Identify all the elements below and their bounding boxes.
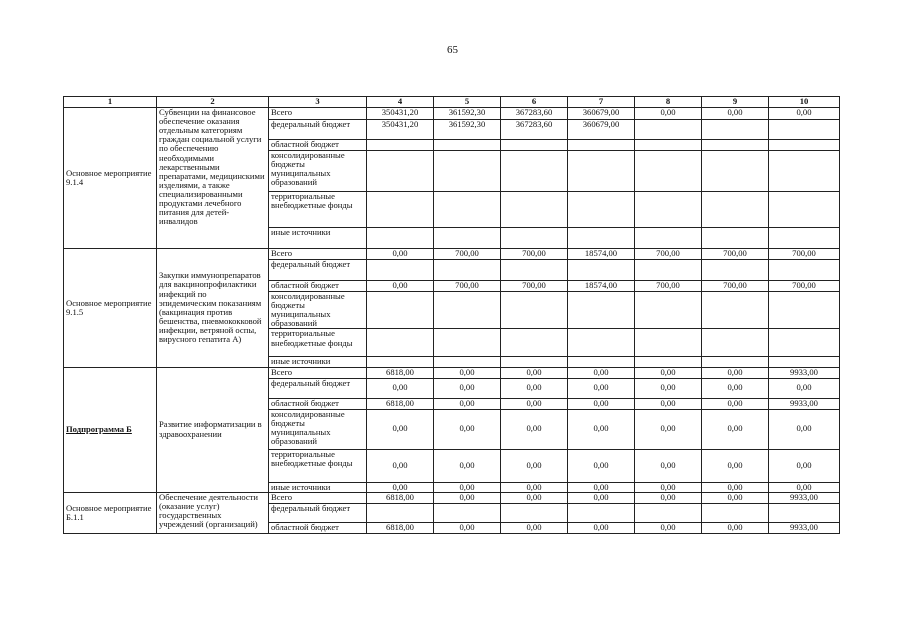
header-cell: 4 — [367, 97, 434, 108]
value-cell: 0,00 — [769, 449, 840, 482]
value-cell: 6818,00 — [367, 398, 434, 409]
value-cell: 0,00 — [568, 449, 635, 482]
value-cell — [367, 140, 434, 151]
funding-source: областной бюджет — [269, 281, 367, 292]
value-cell — [367, 228, 434, 249]
funding-source: федеральный бюджет — [269, 378, 367, 398]
value-cell: 0,00 — [702, 409, 769, 449]
value-cell — [635, 151, 702, 192]
value-cell: 18574,00 — [568, 281, 635, 292]
value-cell: 0,00 — [434, 409, 501, 449]
value-cell: 0,00 — [702, 482, 769, 492]
value-cell: 0,00 — [501, 522, 568, 533]
value-cell: 0,00 — [769, 378, 840, 398]
value-cell — [635, 140, 702, 151]
value-cell: 367283,60 — [501, 108, 568, 120]
value-cell: 700,00 — [769, 281, 840, 292]
funding-source: областной бюджет — [269, 522, 367, 533]
value-cell — [568, 140, 635, 151]
value-cell — [568, 357, 635, 367]
budget-table — [63, 96, 840, 534]
header-cell: 6 — [501, 97, 568, 108]
value-cell: 0,00 — [635, 482, 702, 492]
value-cell: 700,00 — [769, 249, 840, 260]
funding-source: консолидированные бюджеты муниципальных образований — [269, 409, 367, 449]
value-cell — [434, 228, 501, 249]
value-cell — [635, 329, 702, 357]
value-cell: 0,00 — [568, 522, 635, 533]
value-cell — [367, 329, 434, 357]
funding-source: Всего — [269, 249, 367, 260]
value-cell: 361592,30 — [434, 108, 501, 120]
funding-source: иные источники — [269, 482, 367, 492]
value-cell — [702, 292, 769, 329]
value-cell: 0,00 — [769, 108, 840, 120]
value-cell — [702, 192, 769, 228]
funding-source: областной бюджет — [269, 140, 367, 151]
value-cell: 0,00 — [568, 367, 635, 378]
value-cell: 0,00 — [635, 108, 702, 120]
value-cell: 700,00 — [501, 281, 568, 292]
funding-source: федеральный бюджет — [269, 120, 367, 140]
value-cell: 700,00 — [702, 249, 769, 260]
value-cell: 9933,00 — [769, 522, 840, 533]
value-cell — [769, 192, 840, 228]
value-cell: 18574,00 — [568, 249, 635, 260]
value-cell — [434, 357, 501, 367]
funding-source: консолидированные бюджеты муниципальных образований — [269, 151, 367, 192]
header-cell: 1 — [64, 97, 157, 108]
funding-source: территориальные внебюджетные фонды — [269, 329, 367, 357]
value-cell: 0,00 — [367, 249, 434, 260]
value-cell — [501, 503, 568, 522]
value-cell — [568, 503, 635, 522]
value-cell: 0,00 — [702, 367, 769, 378]
value-cell — [568, 151, 635, 192]
value-cell: 0,00 — [568, 378, 635, 398]
value-cell: 0,00 — [367, 378, 434, 398]
value-cell — [769, 503, 840, 522]
value-cell: 700,00 — [702, 281, 769, 292]
funding-source: Всего — [269, 492, 367, 503]
value-cell: 0,00 — [702, 522, 769, 533]
value-cell: 0,00 — [769, 482, 840, 492]
value-cell: 0,00 — [702, 449, 769, 482]
value-cell: 700,00 — [635, 249, 702, 260]
header-cell: 2 — [157, 97, 269, 108]
funding-source: территориальные внебюджетные фонды — [269, 192, 367, 228]
header-cell: 5 — [434, 97, 501, 108]
value-cell — [434, 329, 501, 357]
value-cell: 0,00 — [434, 492, 501, 503]
value-cell: 0,00 — [501, 449, 568, 482]
value-cell — [635, 260, 702, 281]
value-cell — [635, 120, 702, 140]
value-cell: 0,00 — [434, 367, 501, 378]
value-cell: 0,00 — [635, 492, 702, 503]
value-cell: 0,00 — [501, 409, 568, 449]
value-cell: 367283,60 — [501, 120, 568, 140]
funding-source: консолидированные бюджеты муниципальных образований — [269, 292, 367, 329]
value-cell: 0,00 — [434, 482, 501, 492]
value-cell: 0,00 — [568, 409, 635, 449]
funding-source: Всего — [269, 108, 367, 120]
value-cell: 0,00 — [501, 398, 568, 409]
funding-source: областной бюджет — [269, 398, 367, 409]
value-cell: 9933,00 — [769, 367, 840, 378]
value-cell — [568, 329, 635, 357]
value-cell: 360679,00 — [568, 108, 635, 120]
value-cell: 0,00 — [367, 281, 434, 292]
value-cell — [568, 228, 635, 249]
value-cell — [769, 292, 840, 329]
value-cell: 0,00 — [635, 449, 702, 482]
value-cell — [635, 192, 702, 228]
value-cell — [702, 260, 769, 281]
activity-name: Основное мероприятие Б.1.1 — [64, 492, 157, 533]
value-cell: 0,00 — [702, 108, 769, 120]
value-cell — [769, 260, 840, 281]
value-cell — [501, 260, 568, 281]
value-cell — [367, 503, 434, 522]
value-cell: 700,00 — [434, 281, 501, 292]
value-cell — [434, 260, 501, 281]
value-cell — [702, 329, 769, 357]
header-cell: 7 — [568, 97, 635, 108]
value-cell: 9933,00 — [769, 398, 840, 409]
value-cell — [434, 151, 501, 192]
value-cell — [702, 357, 769, 367]
value-cell: 700,00 — [635, 281, 702, 292]
value-cell: 6818,00 — [367, 367, 434, 378]
value-cell: 700,00 — [434, 249, 501, 260]
value-cell — [635, 357, 702, 367]
value-cell: 0,00 — [568, 398, 635, 409]
funding-source: Всего — [269, 367, 367, 378]
value-cell — [434, 140, 501, 151]
header-row — [64, 97, 840, 108]
table-row — [64, 249, 840, 260]
value-cell — [769, 120, 840, 140]
value-cell: 0,00 — [635, 378, 702, 398]
funding-source: федеральный бюджет — [269, 260, 367, 281]
value-cell — [501, 192, 568, 228]
value-cell — [501, 292, 568, 329]
value-cell: 0,00 — [635, 409, 702, 449]
value-cell: 361592,30 — [434, 120, 501, 140]
value-cell — [702, 120, 769, 140]
value-cell — [702, 503, 769, 522]
value-cell: 6818,00 — [367, 492, 434, 503]
value-cell: 0,00 — [635, 398, 702, 409]
value-cell: 6818,00 — [367, 522, 434, 533]
activity-name: Основное мероприятие 9.1.4 — [64, 108, 157, 249]
value-cell: 0,00 — [367, 482, 434, 492]
value-cell: 0,00 — [367, 409, 434, 449]
value-cell — [434, 292, 501, 329]
header-cell: 9 — [702, 97, 769, 108]
value-cell: 0,00 — [434, 378, 501, 398]
funding-source: иные источники — [269, 357, 367, 367]
header-cell: 10 — [769, 97, 840, 108]
header-cell: 8 — [635, 97, 702, 108]
value-cell — [568, 292, 635, 329]
value-cell: 0,00 — [501, 492, 568, 503]
value-cell — [501, 329, 568, 357]
table-row — [64, 108, 840, 120]
value-cell — [702, 228, 769, 249]
value-cell — [568, 260, 635, 281]
value-cell — [501, 151, 568, 192]
value-cell — [769, 228, 840, 249]
value-cell: 0,00 — [635, 367, 702, 378]
activity-name: Подпрограмма Б — [64, 367, 157, 492]
value-cell: 0,00 — [501, 378, 568, 398]
value-cell: 0,00 — [434, 522, 501, 533]
value-cell — [702, 140, 769, 151]
value-cell: 0,00 — [702, 492, 769, 503]
activity-description: Обеспечение деятельности (оказание услуг) государственных учреждений (организаций) — [157, 492, 269, 533]
value-cell — [769, 357, 840, 367]
value-cell — [769, 151, 840, 192]
table-row — [64, 492, 840, 503]
value-cell: 0,00 — [568, 492, 635, 503]
value-cell — [367, 292, 434, 329]
value-cell: 0,00 — [635, 522, 702, 533]
value-cell: 0,00 — [501, 482, 568, 492]
activity-description: Субвенции на финансовое обеспечение оказания отдельным категориям граждан социальной услуги по обеспечению необходимыми лекарственными препаратами, медицинскими изделиями, а также специализированными продуктами лечебного питания для детей-инвалидов — [157, 108, 269, 249]
value-cell — [769, 329, 840, 357]
activity-description: Развитие информатизации в здравоохранении — [157, 367, 269, 492]
value-cell: 0,00 — [501, 367, 568, 378]
value-cell — [635, 292, 702, 329]
value-cell: 0,00 — [367, 449, 434, 482]
funding-source: федеральный бюджет — [269, 503, 367, 522]
value-cell: 0,00 — [568, 482, 635, 492]
activity-name: Основное мероприятие 9.1.5 — [64, 249, 157, 368]
value-cell — [635, 503, 702, 522]
page-number: 65 — [447, 44, 458, 56]
value-cell — [434, 503, 501, 522]
value-cell — [702, 151, 769, 192]
value-cell: 360679,00 — [568, 120, 635, 140]
value-cell: 0,00 — [434, 398, 501, 409]
value-cell — [367, 192, 434, 228]
value-cell: 0,00 — [434, 449, 501, 482]
value-cell — [367, 151, 434, 192]
value-cell — [367, 260, 434, 281]
value-cell: 0,00 — [702, 398, 769, 409]
value-cell — [434, 192, 501, 228]
value-cell — [635, 228, 702, 249]
value-cell — [501, 357, 568, 367]
value-cell — [367, 357, 434, 367]
funding-source: территориальные внебюджетные фонды — [269, 449, 367, 482]
value-cell — [501, 140, 568, 151]
value-cell: 700,00 — [501, 249, 568, 260]
activity-description: Закупки иммунопрепаратов для вакцинопрофилактики инфекций по эпидемическим показаниям (вакцинация против бешенства, пневмококковой инфекции, ветряной оспы, вирусного гепатита А) — [157, 249, 269, 368]
value-cell — [501, 228, 568, 249]
table-row — [64, 367, 840, 378]
value-cell: 0,00 — [769, 409, 840, 449]
value-cell: 350431,20 — [367, 120, 434, 140]
value-cell: 350431,20 — [367, 108, 434, 120]
value-cell: 9933,00 — [769, 492, 840, 503]
funding-source: иные источники — [269, 228, 367, 249]
value-cell — [568, 192, 635, 228]
header-cell: 3 — [269, 97, 367, 108]
value-cell — [769, 140, 840, 151]
value-cell: 0,00 — [702, 378, 769, 398]
